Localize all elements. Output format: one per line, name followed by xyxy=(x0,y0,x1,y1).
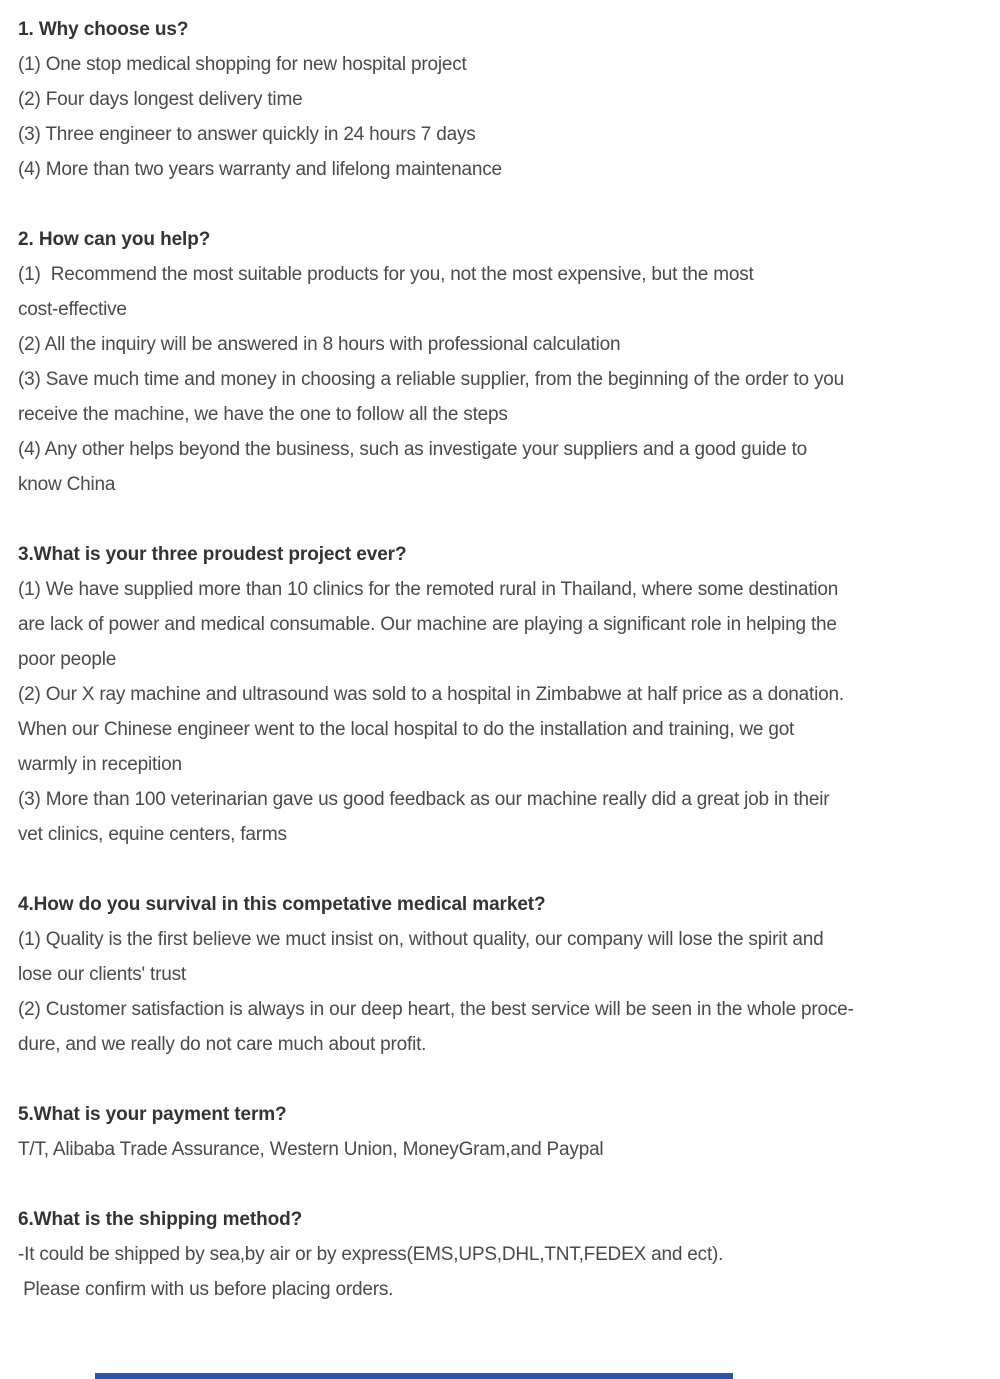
section-spacer xyxy=(18,187,986,222)
faq-answer-line: vet clinics, equine centers, farms xyxy=(18,824,287,845)
faq-answer-line: (1) Quality is the first believe we muct insist on, without quality, our company will lose the spirit and xyxy=(18,929,824,950)
faq-answer-line: Please confirm with us before placing orders. xyxy=(18,1279,394,1300)
faq-answer-line: (3) More than 100 veterinarian gave us good feedback as our machine really did a great job in their xyxy=(18,789,830,810)
bottom-blue-bar xyxy=(95,1373,733,1379)
faq-section-heading: 5.What is your payment term? xyxy=(18,1104,287,1125)
faq-answer-line: poor people xyxy=(18,649,117,670)
faq-answer-line: T/T, Alibaba Trade Assurance, Western Union, MoneyGram,and Paypal xyxy=(18,1139,604,1160)
faq-answer-line: receive the machine, we have the one to follow all the steps xyxy=(18,404,508,425)
faq-answer-line: (3) Three engineer to answer quickly in 24 hours 7 days xyxy=(18,124,476,145)
faq-answer-line: lose our clients' trust xyxy=(18,964,186,985)
faq-answer-line: (1) One stop medical shopping for new hospital project xyxy=(18,54,467,75)
faq-section-heading: 1. Why choose us? xyxy=(18,19,189,40)
faq-answer-line: are lack of power and medical consumable. Our machine are playing a significant role in helping the xyxy=(18,614,837,635)
section-spacer xyxy=(18,1167,986,1202)
faq-answer-line: dure, and we really do not care much about profit. xyxy=(18,1034,427,1055)
faq-answer-line: cost-effective xyxy=(18,299,127,320)
faq-answer-line: (4) More than two years warranty and lifelong maintenance xyxy=(18,159,502,180)
faq-answer-line: (1) We have supplied more than 10 clinics for the remoted rural in Thailand, where some destination xyxy=(18,579,839,600)
section-spacer xyxy=(18,852,986,887)
faq-section-heading: 3.What is your three proudest project ever? xyxy=(18,544,407,565)
faq-answer-line: -It could be shipped by sea,by air or by express(EMS,UPS,DHL,TNT,FEDEX and ect). xyxy=(18,1244,724,1265)
faq-answer-line: (2) All the inquiry will be answered in 8 hours with professional calculation xyxy=(18,334,621,355)
faq-answer-line: (2) Customer satisfaction is always in our deep heart, the best service will be seen in the whole proce- xyxy=(18,999,854,1020)
faq-answer-line: (4) Any other helps beyond the business, such as investigate your suppliers and a good guide to xyxy=(18,439,808,460)
faq-answer-line: When our Chinese engineer went to the local hospital to do the installation and training, we got xyxy=(18,719,795,740)
section-spacer xyxy=(18,1062,986,1097)
faq-answer-line: (2) Our X ray machine and ultrasound was sold to a hospital in Zimbabwe at half price as a donation. xyxy=(18,684,844,705)
faq-answer-line: (3) Save much time and money in choosing a reliable supplier, from the beginning of the order to you xyxy=(18,369,844,390)
faq-answer-line: know China xyxy=(18,474,116,495)
faq-section-heading: 6.What is the shipping method? xyxy=(18,1209,303,1230)
faq-section-heading: 4.How do you survival in this competative medical market? xyxy=(18,894,546,915)
faq-answer-line: (2) Four days longest delivery time xyxy=(18,89,303,110)
faq-section-heading: 2. How can you help? xyxy=(18,229,211,250)
faq-answer-line: warmly in recepition xyxy=(18,754,182,775)
faq-answer-line: (1) Recommend the most suitable products for you, not the most expensive, but the most xyxy=(18,264,754,285)
section-spacer xyxy=(18,502,986,537)
